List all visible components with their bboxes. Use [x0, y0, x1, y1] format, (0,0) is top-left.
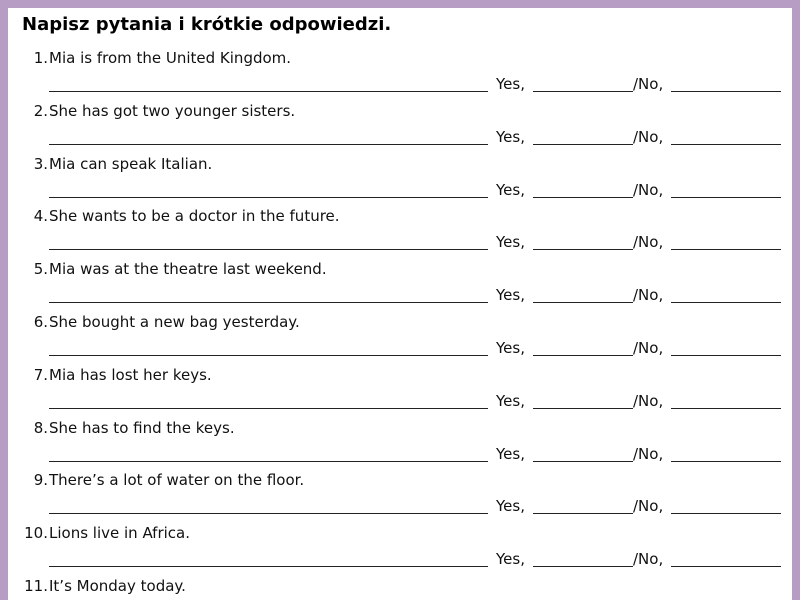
- answer-row: [49, 549, 791, 571]
- yes-label: Yes,: [496, 286, 525, 305]
- yes-answer-blank[interactable]: [533, 197, 633, 198]
- question-text: Mia was at the theatre last weekend.: [49, 260, 327, 279]
- answer-row: [49, 285, 791, 307]
- question-text: She wants to be a doctor in the future.: [49, 207, 340, 226]
- answer-row: [49, 180, 791, 202]
- question-item: [8, 206, 792, 259]
- answer-row: [49, 496, 791, 518]
- no-label: /No,: [633, 391, 664, 410]
- yes-answer-blank[interactable]: [533, 408, 633, 409]
- question-answer-blank[interactable]: [49, 144, 488, 145]
- no-answer-blank[interactable]: [671, 566, 781, 567]
- question-text: She has got two younger sisters.: [49, 101, 296, 120]
- question-answer-blank[interactable]: [49, 197, 488, 198]
- answer-row: [49, 444, 791, 466]
- question-text: Lions live in Africa.: [49, 524, 190, 543]
- question-number: 10.: [24, 524, 48, 543]
- no-answer-blank[interactable]: [671, 355, 781, 356]
- no-label: /No,: [633, 339, 664, 357]
- question-number: 9.: [33, 471, 48, 490]
- answer-row: [49, 391, 791, 413]
- question-number: 11.: [24, 577, 48, 595]
- question-item: [8, 48, 792, 101]
- question-text: It’s Monday today.: [49, 577, 186, 595]
- no-label: /No,: [633, 444, 664, 463]
- question-number: 6.: [33, 313, 48, 331]
- question-text: She bought a new bag yesterday.: [49, 313, 300, 331]
- question-item: [8, 154, 792, 207]
- question-answer-blank[interactable]: [49, 249, 488, 250]
- question-item: [8, 312, 792, 365]
- yes-label: Yes,: [496, 127, 525, 146]
- no-answer-blank[interactable]: [671, 197, 781, 198]
- question-item: [8, 101, 792, 154]
- question-item: [8, 576, 792, 600]
- yes-answer-blank[interactable]: [533, 355, 633, 356]
- yes-label: Yes,: [496, 444, 525, 463]
- no-label: /No,: [633, 127, 664, 146]
- yes-label: Yes,: [496, 180, 525, 199]
- no-answer-blank[interactable]: [671, 408, 781, 409]
- no-label: /No,: [633, 497, 664, 516]
- question-item: [8, 259, 792, 312]
- question-text: There’s a lot of water on the floor.: [49, 471, 305, 490]
- no-answer-blank[interactable]: [671, 513, 781, 514]
- no-label: /No,: [633, 180, 664, 199]
- question-number: 2.: [33, 101, 48, 120]
- yes-answer-blank[interactable]: [533, 144, 633, 145]
- question-number: 5.: [33, 260, 48, 279]
- answer-row: [49, 338, 791, 360]
- no-answer-blank[interactable]: [671, 249, 781, 250]
- no-label: /No,: [633, 286, 664, 305]
- question-answer-blank[interactable]: [49, 302, 488, 303]
- yes-answer-blank[interactable]: [533, 513, 633, 514]
- question-number: 4.: [33, 207, 48, 226]
- worksheet: [8, 8, 792, 600]
- yes-answer-blank[interactable]: [533, 566, 633, 567]
- yes-label: Yes,: [496, 391, 525, 410]
- question-answer-blank[interactable]: [49, 91, 488, 92]
- no-answer-blank[interactable]: [671, 302, 781, 303]
- no-label: /No,: [633, 233, 664, 252]
- worksheet-title: Napisz pytania i krótkie odpowiedzi.: [22, 14, 392, 35]
- no-answer-blank[interactable]: [671, 91, 781, 92]
- no-label: /No,: [633, 550, 664, 569]
- question-number: 3.: [33, 154, 48, 173]
- question-text: Mia can speak Italian.: [49, 154, 213, 173]
- yes-answer-blank[interactable]: [533, 91, 633, 92]
- no-answer-blank[interactable]: [671, 144, 781, 145]
- question-item: [8, 523, 792, 576]
- question-number: 8.: [33, 418, 48, 437]
- question-text: Mia has lost her keys.: [49, 365, 212, 384]
- question-item: [8, 418, 792, 471]
- question-text: She has to find the keys.: [49, 418, 235, 437]
- no-label: /No,: [633, 75, 664, 93]
- yes-answer-blank[interactable]: [533, 249, 633, 250]
- yes-label: Yes,: [496, 233, 525, 252]
- yes-answer-blank[interactable]: [533, 302, 633, 303]
- yes-label: Yes,: [496, 75, 525, 93]
- yes-label: Yes,: [496, 339, 525, 357]
- question-text: Mia is from the United Kingdom.: [49, 49, 292, 67]
- question-item: [8, 365, 792, 418]
- question-answer-blank[interactable]: [49, 566, 488, 567]
- yes-answer-blank[interactable]: [533, 461, 633, 462]
- question-answer-blank[interactable]: [49, 355, 488, 356]
- question-number: 7.: [33, 365, 48, 384]
- question-number: 1.: [33, 49, 48, 67]
- yes-label: Yes,: [496, 550, 525, 569]
- answer-row: [49, 232, 791, 254]
- no-answer-blank[interactable]: [671, 461, 781, 462]
- question-item: [8, 470, 792, 523]
- yes-label: Yes,: [496, 497, 525, 516]
- question-answer-blank[interactable]: [49, 513, 488, 514]
- question-answer-blank[interactable]: [49, 461, 488, 462]
- question-answer-blank[interactable]: [49, 408, 488, 409]
- answer-row: [49, 74, 791, 96]
- answer-row: [49, 127, 791, 149]
